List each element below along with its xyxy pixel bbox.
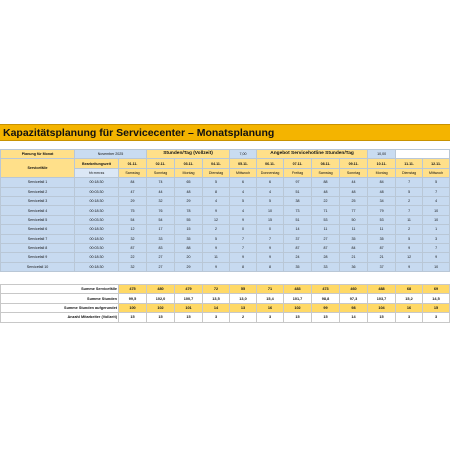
- case-value[interactable]: 11: [340, 225, 368, 234]
- case-time[interactable]: 00:03:30: [75, 215, 119, 224]
- proc-unit: hh:mm:ss: [75, 168, 119, 177]
- case-value[interactable]: 53: [312, 215, 340, 224]
- day-header: Sonntag: [147, 168, 175, 177]
- case-value[interactable]: 74: [147, 178, 175, 187]
- sheet-title: Kapazitätsplanung für Servicecenter – Monatsplanung: [0, 124, 450, 141]
- case-value[interactable]: 5: [257, 196, 284, 205]
- summary-value: 16: [257, 303, 284, 312]
- date-header: 08.11.: [312, 159, 340, 168]
- day-header: Montag: [368, 168, 396, 177]
- case-value[interactable]: 9: [203, 243, 230, 252]
- case-value[interactable]: 29: [175, 196, 203, 205]
- case-value[interactable]: 33: [312, 262, 340, 271]
- day-header: Samstag: [119, 168, 147, 177]
- case-value[interactable]: 7: [257, 234, 284, 243]
- case-value[interactable]: 65: [175, 178, 203, 187]
- case-value[interactable]: 6: [230, 178, 257, 187]
- spreadsheet: [0, 124, 450, 320]
- case-value[interactable]: 78: [175, 206, 203, 215]
- case-value[interactable]: 20: [175, 253, 203, 262]
- summary-value: 102: [147, 303, 175, 312]
- case-value[interactable]: 84: [368, 178, 396, 187]
- case-value[interactable]: 71: [312, 206, 340, 215]
- case-value[interactable]: 10: [257, 206, 284, 215]
- case-value[interactable]: 48: [340, 187, 368, 196]
- case-value[interactable]: 34: [368, 196, 396, 205]
- case-value[interactable]: 32: [119, 262, 147, 271]
- case-value[interactable]: 4: [230, 206, 257, 215]
- case-value[interactable]: 4: [423, 196, 450, 205]
- case-value[interactable]: 4: [203, 196, 230, 205]
- case-value[interactable]: 2: [396, 196, 423, 205]
- case-value[interactable]: 36: [340, 262, 368, 271]
- table-row: [1, 215, 450, 224]
- summary-table: [0, 284, 450, 323]
- case-value[interactable]: 54: [147, 215, 175, 224]
- case-value[interactable]: 88: [175, 243, 203, 252]
- date-header: 04.11.: [203, 159, 230, 168]
- data-rows: [1, 178, 450, 272]
- summary-label: Summe Stunden aufgerundet: [1, 303, 119, 312]
- case-value[interactable]: 79: [368, 206, 396, 215]
- case-value[interactable]: 77: [340, 206, 368, 215]
- case-value[interactable]: 48: [175, 187, 203, 196]
- case-value[interactable]: 9: [230, 253, 257, 262]
- case-value[interactable]: 4: [230, 187, 257, 196]
- case-name: Servicefall 9: [1, 253, 75, 262]
- summary-value: 99: [312, 303, 340, 312]
- date-header: 01.11.: [119, 159, 147, 168]
- case-value[interactable]: 22: [119, 253, 147, 262]
- day-header: Freitag: [284, 168, 312, 177]
- case-value[interactable]: 48: [312, 187, 340, 196]
- case-time[interactable]: 00:18:30: [75, 262, 119, 271]
- summary-value: 98,8: [312, 294, 340, 303]
- case-value[interactable]: 29: [175, 262, 203, 271]
- summary-value: 71: [257, 285, 284, 294]
- case-value[interactable]: 35: [284, 262, 312, 271]
- day-header: Mittwoch: [230, 168, 257, 177]
- case-name: Servicefall 10: [1, 262, 75, 271]
- summary-value: 3: [423, 313, 450, 322]
- case-value[interactable]: 48: [368, 187, 396, 196]
- case-time[interactable]: 00:18:30: [75, 196, 119, 205]
- summary-value: 103,7: [368, 294, 396, 303]
- case-value[interactable]: 47: [119, 187, 147, 196]
- case-value[interactable]: 76: [147, 206, 175, 215]
- summary-rows: [1, 285, 450, 323]
- summary-label: Summe Stunden: [1, 294, 119, 303]
- summary-value: 460: [340, 285, 368, 294]
- case-name: Servicefall 8: [1, 243, 75, 252]
- case-name: Servicefall 7: [1, 234, 75, 243]
- summary-value: 55: [230, 285, 257, 294]
- case-time[interactable]: 00:18:30: [75, 234, 119, 243]
- plan-label: Planung für Monat: [1, 150, 75, 159]
- case-value[interactable]: 14: [284, 225, 312, 234]
- case-value[interactable]: 87: [284, 243, 312, 252]
- table-row: [1, 225, 450, 234]
- summary-value: 100: [119, 303, 147, 312]
- case-name: Servicefall 5: [1, 215, 75, 224]
- case-value[interactable]: 7: [230, 234, 257, 243]
- case-value[interactable]: 0: [257, 225, 284, 234]
- case-value[interactable]: 22: [312, 196, 340, 205]
- case-value[interactable]: 54: [119, 215, 147, 224]
- summary-value: 104: [368, 303, 396, 312]
- case-value[interactable]: 9: [396, 243, 423, 252]
- case-value[interactable]: 12: [203, 215, 230, 224]
- case-value[interactable]: 5: [396, 187, 423, 196]
- summary-row: [1, 313, 450, 322]
- summary-value: 15: [147, 313, 175, 322]
- case-value[interactable]: 29: [119, 196, 147, 205]
- case-value[interactable]: 83: [147, 243, 175, 252]
- summary-label: Anzahl Mitarbeiter (Vollzeit): [1, 313, 119, 322]
- case-value[interactable]: 87: [368, 243, 396, 252]
- hotline-label: Angebot Servicehotline Stunden/Tag: [257, 150, 368, 159]
- summary-value: 480: [147, 285, 175, 294]
- table-row: [1, 178, 450, 187]
- summary-value: 99,5: [119, 294, 147, 303]
- case-value[interactable]: 9: [257, 243, 284, 252]
- hours-label: Stunden/Tag (Vollzeit): [147, 150, 230, 159]
- case-value[interactable]: 35: [175, 234, 203, 243]
- summary-value: 15: [175, 313, 203, 322]
- summary-row: [1, 285, 450, 294]
- case-value[interactable]: 97: [284, 178, 312, 187]
- case-value[interactable]: 11: [203, 253, 230, 262]
- table-row: [1, 253, 450, 262]
- case-value[interactable]: 55: [175, 215, 203, 224]
- summary-value: 13,0: [230, 294, 257, 303]
- day-header: Dienstag: [203, 168, 230, 177]
- summary-value: 69: [423, 285, 450, 294]
- month-value[interactable]: November 2025: [75, 150, 147, 159]
- date-header: 06.11.: [257, 159, 284, 168]
- case-value[interactable]: 10: [423, 206, 450, 215]
- case-value[interactable]: 32: [147, 196, 175, 205]
- summary-value: 13,5: [203, 294, 230, 303]
- summary-value: 72: [203, 285, 230, 294]
- table-row: [1, 262, 450, 271]
- summary-value: 14: [340, 313, 368, 322]
- table-row: [1, 234, 450, 243]
- hours-value[interactable]: 7,00: [230, 150, 257, 159]
- case-value[interactable]: 84: [340, 243, 368, 252]
- date-header: 12.11.: [423, 159, 450, 168]
- summary-value: 3: [257, 313, 284, 322]
- summary-value: 13: [230, 303, 257, 312]
- case-time[interactable]: 00:18:30: [75, 178, 119, 187]
- case-value[interactable]: 4: [257, 187, 284, 196]
- case-value[interactable]: 88: [312, 178, 340, 187]
- case-value[interactable]: 9: [423, 253, 450, 262]
- case-value[interactable]: 10: [423, 262, 450, 271]
- case-value[interactable]: 8: [257, 262, 284, 271]
- case-name: Servicefall 4: [1, 206, 75, 215]
- summary-value: 68: [396, 285, 423, 294]
- header-row-month: [1, 150, 450, 159]
- summary-value: 479: [175, 285, 203, 294]
- case-value[interactable]: 84: [119, 178, 147, 187]
- case-value[interactable]: 9: [230, 215, 257, 224]
- summary-value: 15: [312, 313, 340, 322]
- case-time[interactable]: 00:03:30: [75, 243, 119, 252]
- summary-value: 101,7: [284, 294, 312, 303]
- case-value[interactable]: 11: [368, 225, 396, 234]
- date-header: 11.11.: [396, 159, 423, 168]
- summary-value: 15,2: [396, 294, 423, 303]
- summary-label: Summe Servicefälle: [1, 285, 119, 294]
- summary-value: 15,4: [257, 294, 284, 303]
- case-value[interactable]: 3: [423, 234, 450, 243]
- day-header: Montag: [175, 168, 203, 177]
- case-value[interactable]: 9: [257, 253, 284, 262]
- date-header: 10.11.: [368, 159, 396, 168]
- header-row-dates: [1, 159, 450, 168]
- case-value[interactable]: 37: [368, 262, 396, 271]
- planning-grid: [0, 149, 450, 272]
- summary-value: 473: [312, 285, 340, 294]
- case-value[interactable]: 9: [203, 262, 230, 271]
- case-value[interactable]: 87: [312, 243, 340, 252]
- day-header: Donnerstag: [257, 168, 284, 177]
- case-value[interactable]: 10: [423, 215, 450, 224]
- case-value[interactable]: 7: [423, 243, 450, 252]
- day-header: Samstag: [312, 168, 340, 177]
- case-value[interactable]: 7: [396, 206, 423, 215]
- case-value[interactable]: 75: [119, 206, 147, 215]
- case-value[interactable]: 27: [312, 234, 340, 243]
- case-value[interactable]: 9: [203, 206, 230, 215]
- table-row: [1, 196, 450, 205]
- summary-value: 3: [203, 313, 230, 322]
- case-value[interactable]: 5: [203, 234, 230, 243]
- case-value[interactable]: 53: [368, 215, 396, 224]
- case-value[interactable]: 7: [230, 243, 257, 252]
- case-value[interactable]: 12: [119, 225, 147, 234]
- summary-value: 101: [175, 303, 203, 312]
- empty-cell: [396, 150, 450, 159]
- case-name: Servicefall 2: [1, 187, 75, 196]
- case-value[interactable]: 35: [368, 234, 396, 243]
- case-value[interactable]: 8: [203, 187, 230, 196]
- case-value[interactable]: 7: [396, 178, 423, 187]
- case-value[interactable]: 9: [396, 262, 423, 271]
- case-time[interactable]: 00:18:30: [75, 225, 119, 234]
- case-time[interactable]: 00:03:30: [75, 187, 119, 196]
- case-value[interactable]: 5: [396, 234, 423, 243]
- case-value[interactable]: 24: [284, 253, 312, 262]
- day-header: Dienstag: [396, 168, 423, 177]
- case-name: Servicefall 1: [1, 178, 75, 187]
- summary-value: 102: [284, 303, 312, 312]
- summary-row: [1, 294, 450, 303]
- summary-value: 14: [203, 303, 230, 312]
- table-row: [1, 187, 450, 196]
- case-value[interactable]: 5: [203, 178, 230, 187]
- case-name: Servicefall 6: [1, 225, 75, 234]
- case-value[interactable]: 51: [284, 215, 312, 224]
- date-header: 07.11.: [284, 159, 312, 168]
- case-value[interactable]: 35: [340, 234, 368, 243]
- case-value[interactable]: 2: [396, 225, 423, 234]
- summary-value: 100,7: [175, 294, 203, 303]
- case-value[interactable]: 5: [230, 196, 257, 205]
- case-value[interactable]: 15: [175, 225, 203, 234]
- case-value[interactable]: 37: [284, 234, 312, 243]
- case-value[interactable]: 5: [423, 178, 450, 187]
- summary-row: [1, 303, 450, 312]
- case-value[interactable]: 33: [147, 234, 175, 243]
- case-value[interactable]: 0: [230, 225, 257, 234]
- case-value[interactable]: 51: [284, 187, 312, 196]
- summary-value: 3: [396, 313, 423, 322]
- case-value[interactable]: 7: [423, 187, 450, 196]
- summary-value: 475: [119, 285, 147, 294]
- case-value[interactable]: 8: [230, 262, 257, 271]
- case-value[interactable]: 2: [203, 225, 230, 234]
- date-header: 09.11.: [340, 159, 368, 168]
- hotline-value[interactable]: 10,00: [368, 150, 396, 159]
- date-header: 03.11.: [175, 159, 203, 168]
- summary-value: 2: [230, 313, 257, 322]
- case-col-header: Servicefälle: [1, 159, 75, 178]
- case-time[interactable]: 00:18:30: [75, 206, 119, 215]
- case-value[interactable]: 21: [368, 253, 396, 262]
- summary-value: 14,5: [423, 294, 450, 303]
- case-value[interactable]: 73: [284, 206, 312, 215]
- case-time[interactable]: 00:18:30: [75, 253, 119, 262]
- case-value[interactable]: 44: [340, 178, 368, 187]
- case-value[interactable]: 50: [340, 215, 368, 224]
- day-header: Sonntag: [340, 168, 368, 177]
- case-value[interactable]: 11: [312, 225, 340, 234]
- case-value[interactable]: 12: [396, 253, 423, 262]
- date-header: 02.11.: [147, 159, 175, 168]
- summary-value: 15: [423, 303, 450, 312]
- case-value[interactable]: 11: [396, 215, 423, 224]
- case-value[interactable]: 27: [147, 262, 175, 271]
- case-value[interactable]: 28: [312, 253, 340, 262]
- day-header: Mittwoch: [423, 168, 450, 177]
- case-value[interactable]: 1: [423, 225, 450, 234]
- case-value[interactable]: 44: [147, 187, 175, 196]
- summary-value: 483: [284, 285, 312, 294]
- summary-value: 98: [340, 303, 368, 312]
- case-value[interactable]: 38: [284, 196, 312, 205]
- case-value[interactable]: 27: [147, 253, 175, 262]
- case-value[interactable]: 87: [119, 243, 147, 252]
- summary-value: 488: [368, 285, 396, 294]
- case-value[interactable]: 6: [257, 178, 284, 187]
- summary-value: 16: [396, 303, 423, 312]
- case-value[interactable]: 25: [340, 196, 368, 205]
- table-row: [1, 243, 450, 252]
- summary-value: 15: [119, 313, 147, 322]
- case-value[interactable]: 21: [340, 253, 368, 262]
- summary-value: 97,3: [340, 294, 368, 303]
- table-row: [1, 206, 450, 215]
- summary-value: 102,0: [147, 294, 175, 303]
- summary-value: 15: [368, 313, 396, 322]
- proc-col-header: Bearbeitungszeit: [75, 159, 119, 168]
- case-value[interactable]: 15: [257, 215, 284, 224]
- case-name: Servicefall 3: [1, 196, 75, 205]
- case-value[interactable]: 17: [147, 225, 175, 234]
- summary-value: 15: [284, 313, 312, 322]
- date-header: 05.11.: [230, 159, 257, 168]
- case-value[interactable]: 32: [119, 234, 147, 243]
